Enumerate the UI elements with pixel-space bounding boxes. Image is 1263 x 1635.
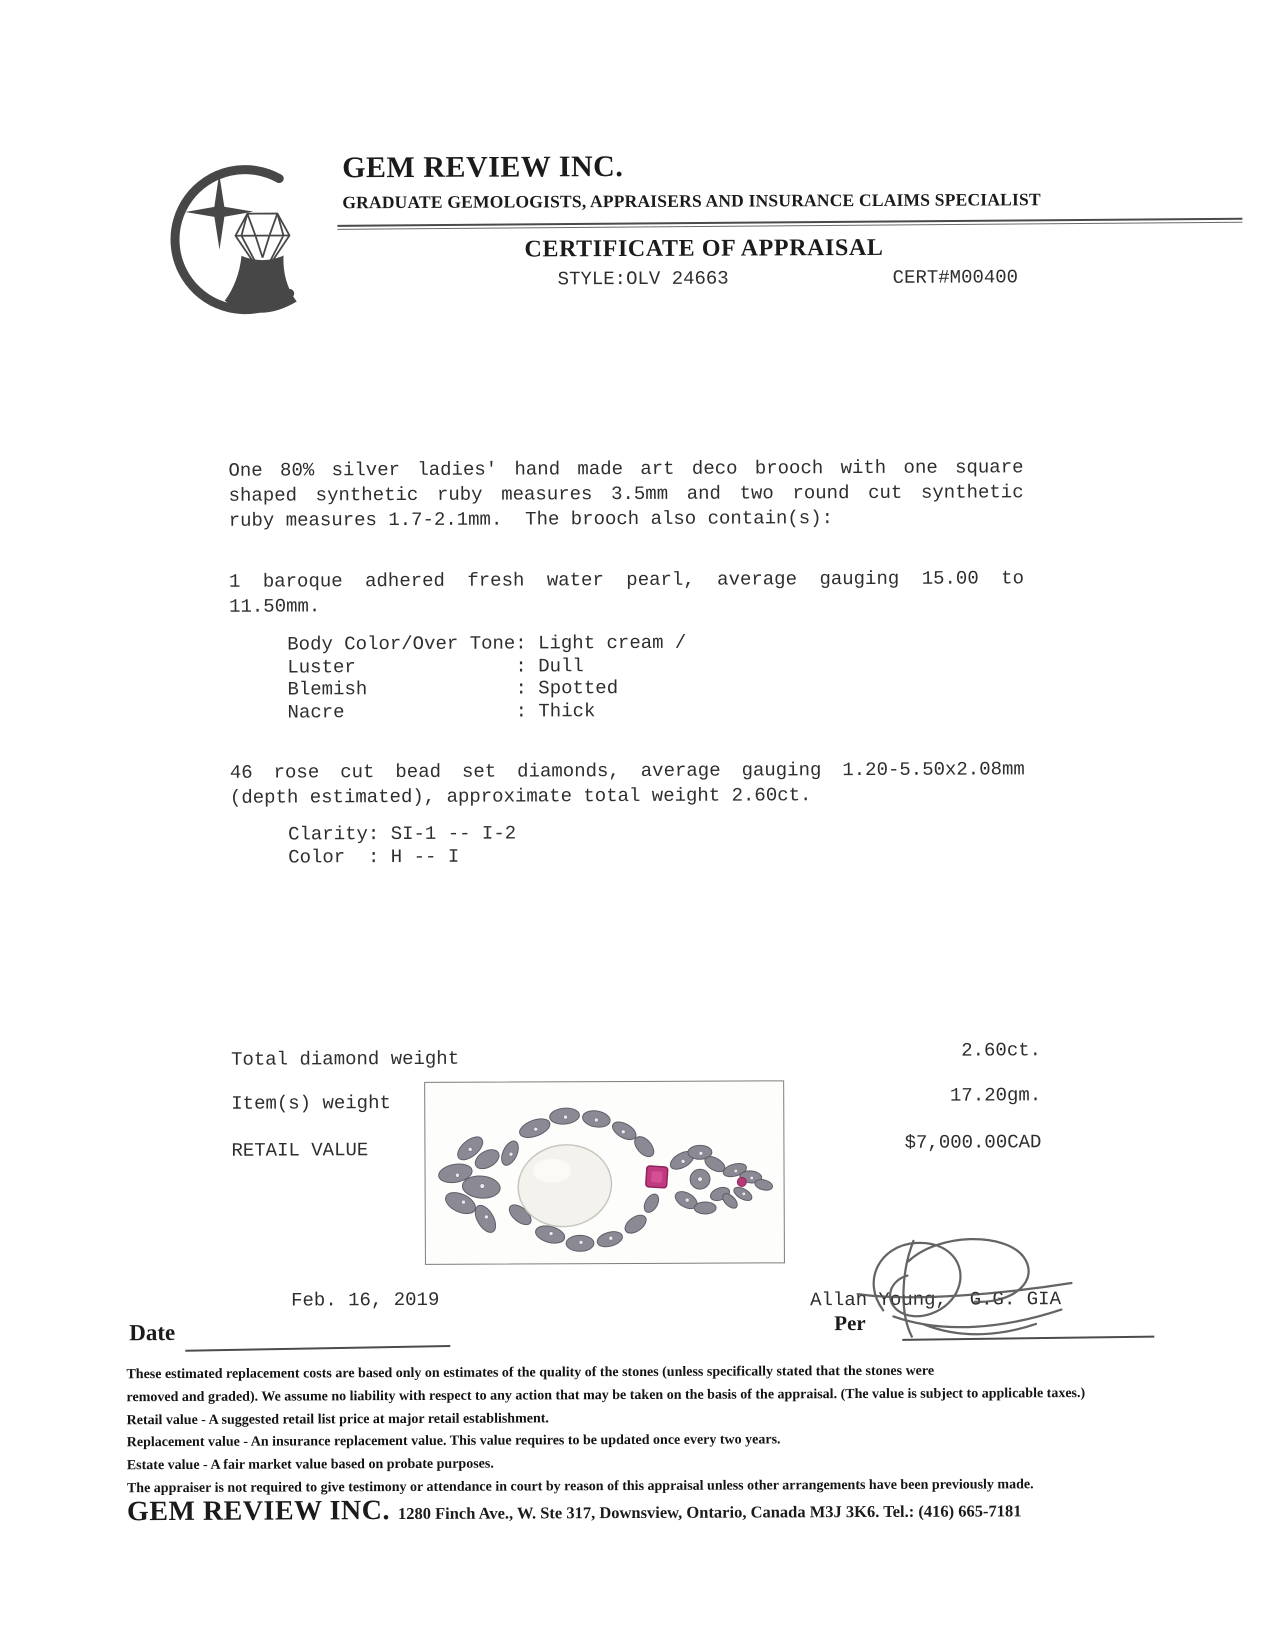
date-label: Date [129, 1319, 176, 1346]
diamond-line: (depth estimated), approximate total weight 2.60ct. [229, 784, 812, 809]
certificate-title: CERTIFICATE OF APPRAISAL [524, 234, 884, 263]
clarity-grade: Clarity: SI-1 -- I-2 [288, 822, 517, 846]
summary-value: 2.60ct. [961, 1039, 1042, 1062]
cert-number: CERT#M00400 [892, 266, 1019, 289]
summary-value: $7,000.00CAD [904, 1131, 1042, 1154]
per-label: Per [834, 1310, 866, 1336]
summary-label: RETAIL VALUE [231, 1139, 369, 1162]
pearl-section [229, 566, 1024, 619]
summary-value: 17.20gm. [949, 1084, 1042, 1107]
style-number: STYLE:OLV 24663 [557, 267, 729, 291]
pedestal-icon [225, 255, 297, 312]
summary-label: Item(s) weight [231, 1092, 391, 1115]
brooch-photo [424, 1080, 785, 1265]
disclaimer-line: Retail value - A suggested retail list price at major retail establishment. [126, 1410, 549, 1428]
color-grade: Color : H -- I [288, 845, 460, 869]
pearl-line: 11.50mm. [229, 595, 321, 618]
pearl-attribute: Nacre : Thick [287, 699, 596, 724]
description-line: shaped synthetic ruby measures 3.5mm and two round cut synthetic [228, 481, 1024, 507]
disclaimer-line: These estimated replacement costs are based only on estimates of the quality of the stones (unless specifically stated that the stones were [126, 1363, 935, 1383]
pearl-attribute: Blemish : Spotted [287, 677, 619, 701]
footer-company-name: GEM REVIEW INC. [126, 1495, 390, 1528]
signature-scribble [847, 1230, 1082, 1343]
company-name: GEM REVIEW INC. [342, 150, 624, 185]
appraiser-name: Allan Young, G.G. GIA [810, 1288, 1061, 1312]
pearl-attributes [287, 632, 686, 724]
description-line: ruby measures 1.7-2.1mm. The brooch also contain(s): [228, 507, 834, 532]
footer [127, 1492, 1022, 1528]
gem-review-logo-icon [159, 149, 332, 330]
company-tagline: GRADUATE GEMOLOGISTS, APPRAISERS AND INSURANCE CLAIMS SPECIALIST [342, 189, 1041, 213]
description-line: One 80% silver ladies' hand made art deco brooch with one square [228, 456, 1024, 482]
footer-address: 1280 Finch Ave., W. Ste 317, Downsview, Ontario, Canada M3J 3K6. Tel.: (416) 665-7181 [397, 1501, 1022, 1524]
disclaimer-line: Estate value - A fair market value based on probate purposes. [126, 1456, 494, 1474]
item-description [228, 455, 1023, 533]
disclaimer-line: Replacement value - An insurance replacement value. This value requires to be updated once every two years. [126, 1432, 781, 1451]
diamond-section [230, 757, 1025, 810]
date-signature-line [185, 1345, 450, 1352]
diamond-grades [288, 823, 516, 869]
summary-label: Total diamond weight [231, 1047, 460, 1071]
header-divider [337, 218, 1242, 230]
diamond-line: 46 rose cut bead set diamonds, average gauging 1.20-5.50x2.08mm [229, 758, 1025, 784]
pearl-attribute: Body Color/Over Tone: Light cream / [287, 631, 687, 656]
pearl-line: 1 baroque adhered fresh water pearl, average gauging 15.00 to [228, 567, 1025, 593]
disclaimer [126, 1360, 1085, 1501]
appraisal-date: Feb. 16, 2019 [291, 1288, 440, 1312]
brooch-illustration [425, 1081, 784, 1264]
disclaimer-line: The appraiser is not required to give testimony or attendance in court by reason of this appraisal unless other arrangements have been previously made. [126, 1477, 1034, 1497]
pearl-attribute: Luster : Dull [287, 654, 584, 679]
disclaimer-line: removed and graded). We assume no liability with respect to any action that may be taken on the basis of the appraisal. (The value is subject to applicable taxes.) [126, 1385, 1086, 1406]
